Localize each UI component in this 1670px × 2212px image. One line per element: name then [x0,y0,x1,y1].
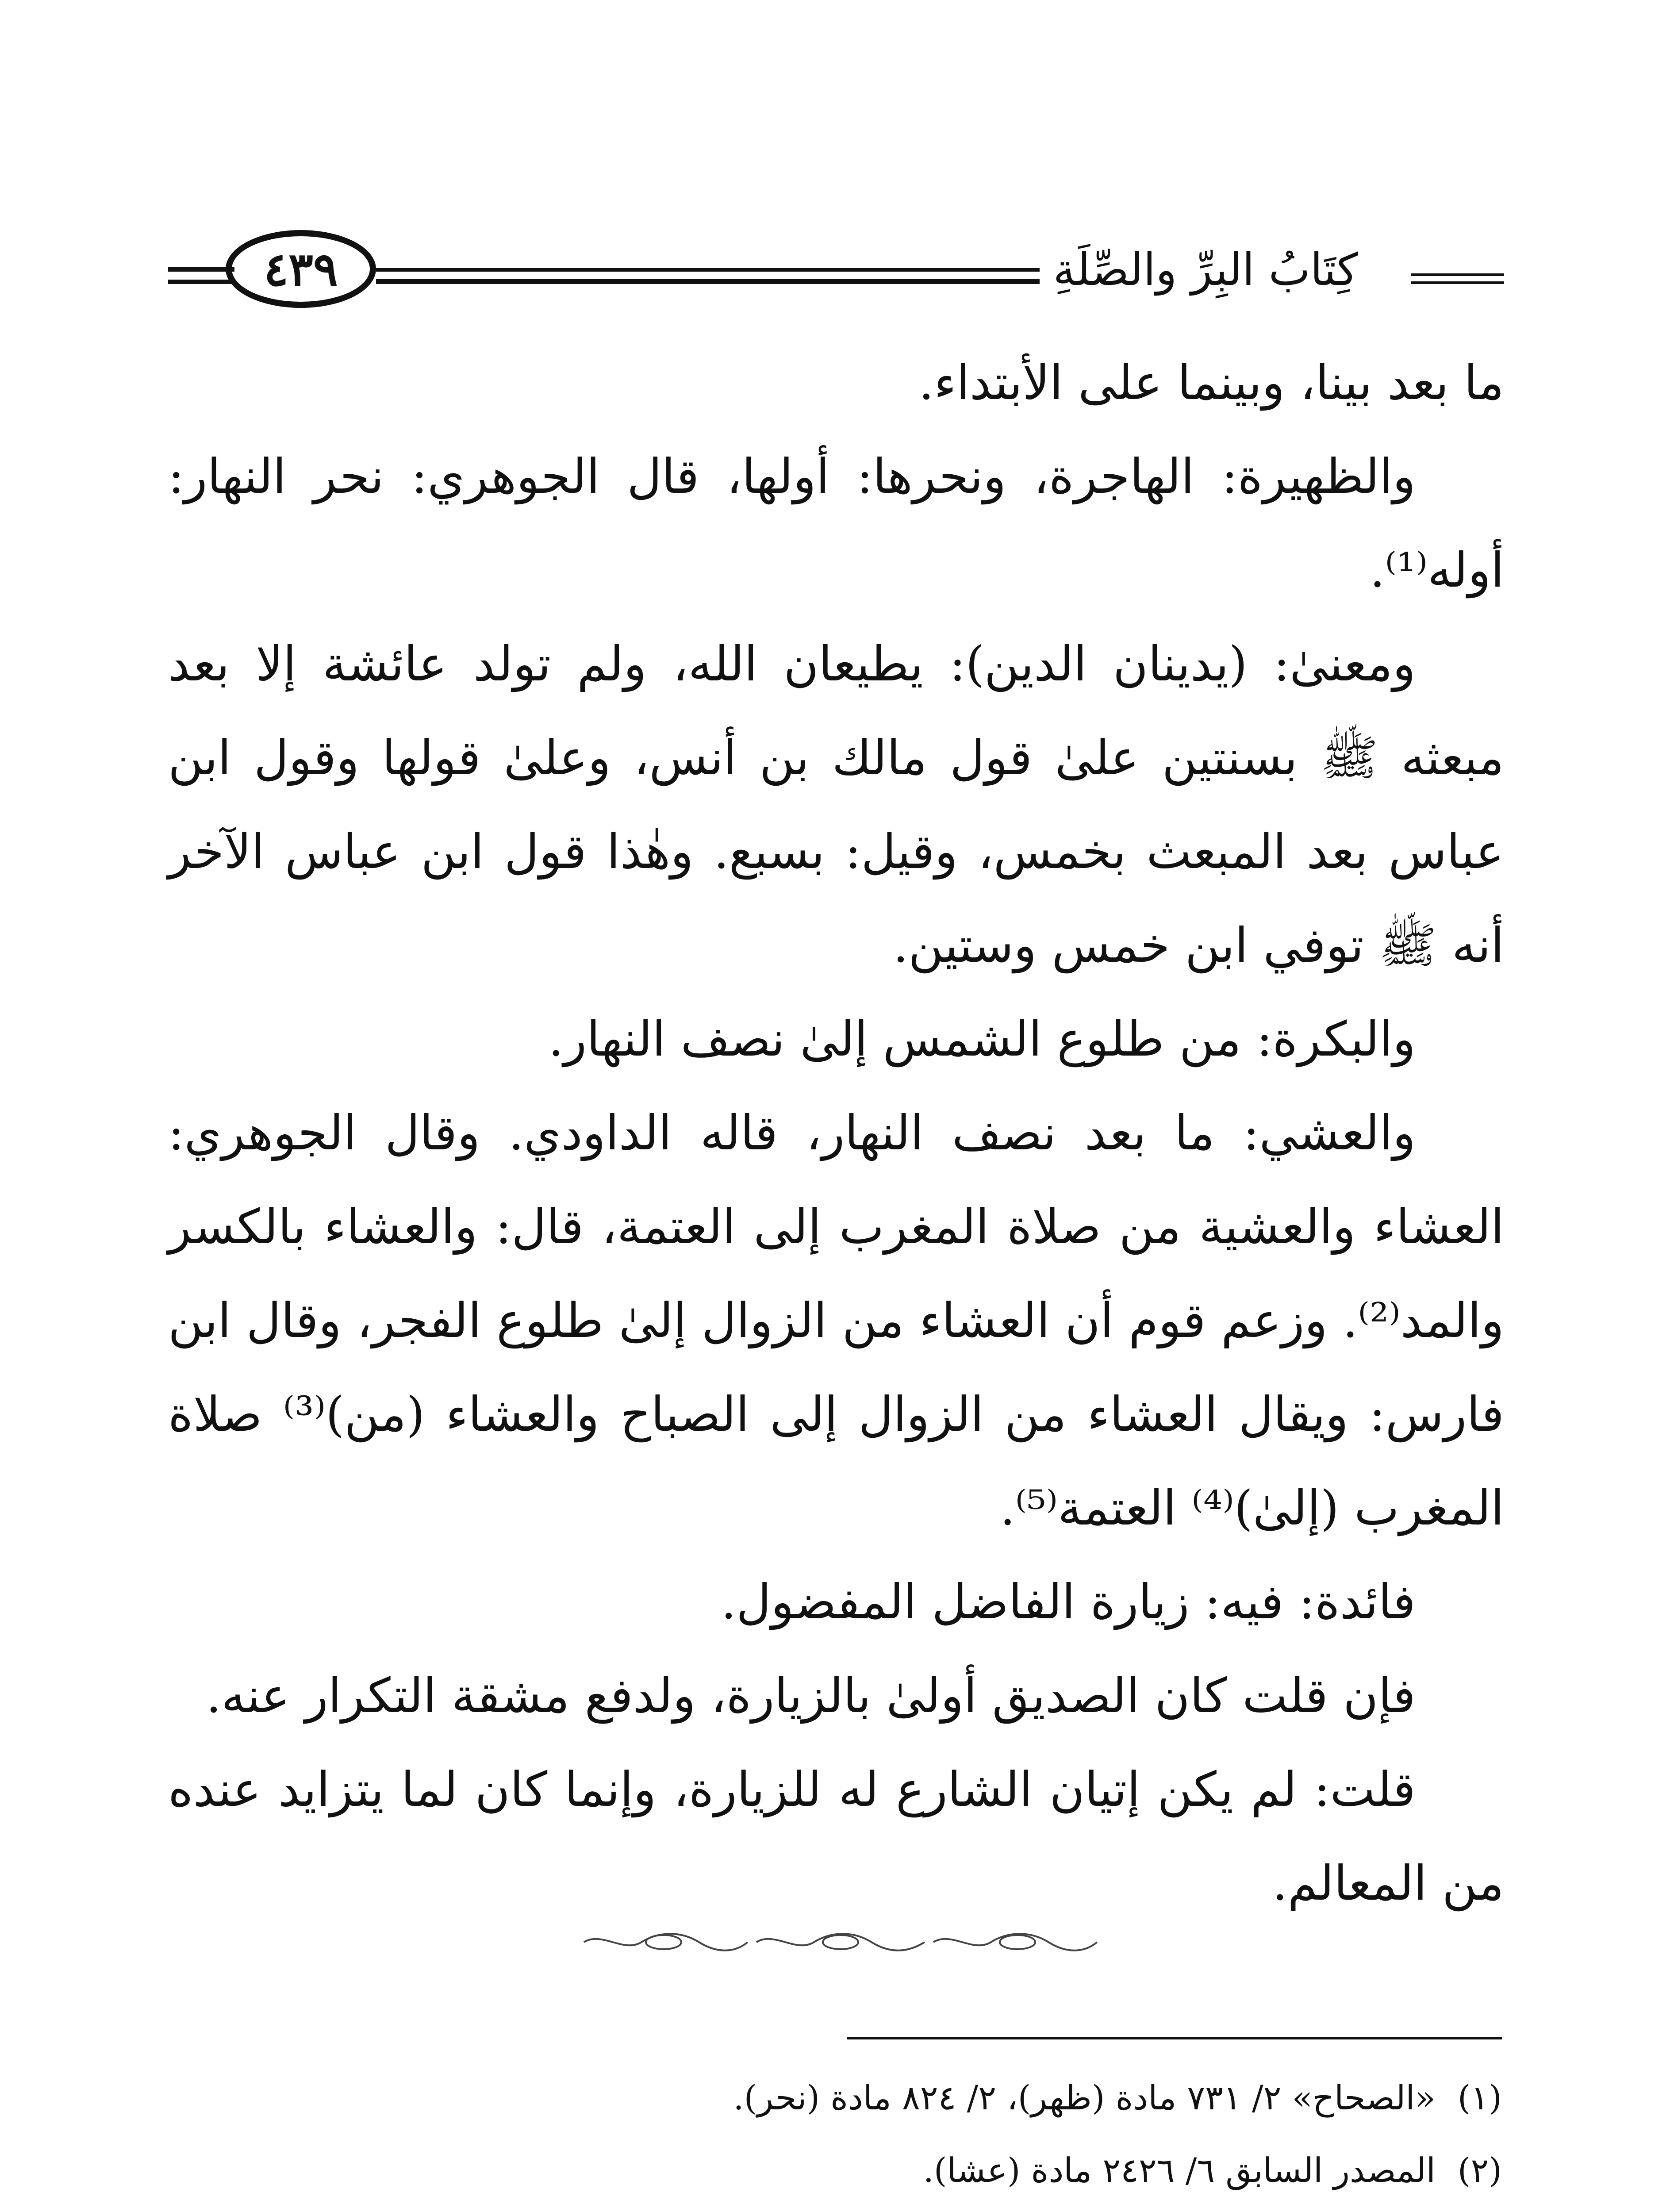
footnote-number: (٢) [1457,2151,1502,2190]
header-rule [168,267,234,272]
footnotes [166,2062,1502,2212]
paragraph: فائدة: فيه: زيارة الفاضل المفضول. [721,1575,1416,1630]
body-text [168,336,1504,1931]
header-rule [1411,273,1504,276]
header-rule [376,268,1040,272]
footnote-separator [847,2037,1502,2039]
ornament-divider [575,1929,1106,1955]
footnote [166,2134,1502,2207]
paragraph: ما بعد بينا، وبينما على الأبتداء. [918,355,1504,411]
footnote-text [725,2207,1436,2212]
header-rule [1411,281,1504,284]
paragraph: قلت: لم يكن إتيان الشارع له للزيارة، وإنما كان لما يتزايد عنده من المعالم. [168,1762,1504,1911]
header-rule [376,279,1040,284]
running-header [168,230,1504,310]
footnote-text: المصدر السابق ٦/ ٢٤٢٦ مادة (عشا). [923,2151,1436,2190]
footnote [166,2062,1502,2134]
page-number: ٤٣٩ [226,230,376,308]
footnote-number: (١) [1457,2078,1502,2117]
paragraph: ومعنىٰ: (يدينان الدين): يطيعان الله، ولم تولد عائشة إلا بعد مبعثه ﷺ بسنتين علىٰ قول مالك بن أنس، وعلىٰ قولها وقول ابن عباس بعد المبعث بخمس، وقيل: بسبع. وهٰذا قول ابن عباس الآخر أنه ﷺ توفي ابن خمس وستين. [168,637,1504,973]
header-rule [168,280,234,284]
footnote-text: «الصحاح» ٢/ ٧٣١ مادة (ظهر)، ٢/ ٨٢٤ مادة (نحر). [733,2078,1436,2117]
paragraph: فإن قلت كان الصديق أولىٰ بالزيارة، ولدفع مشقة التكرار عنه. [206,1668,1416,1724]
paragraph: والبكرة: من طلوع الشمس إلىٰ نصف النهار. [548,1012,1416,1067]
paragraph: والعشي: ما بعد نصف النهار، قاله الداودي. وقال الجوهري: العشاء والعشية من صلاة المغرب إلى العتمة، قال: والعشاء بالكسر والمد⁽²⁾. وزعم قوم أن العشاء من الزوال إلىٰ طلوع الفجر، وقال ابن فارس: ويقال العشاء من الزوال إلى الصباح والعشاء (من)⁽³⁾ صلاة المغرب (إلىٰ)⁽⁴⁾ العتمة⁽⁵⁾. [168,1106,1504,1536]
footnote [166,2207,1502,2212]
book-title: كِتَابُ البِرِّ والصِّلَةِ [1053,244,1358,296]
paragraph: والظهيرة: الهاجرة، ونحرها: أولها، قال الجوهري: نحر النهار: أوله⁽¹⁾. [168,449,1504,598]
footnote-number [1436,2207,1502,2212]
